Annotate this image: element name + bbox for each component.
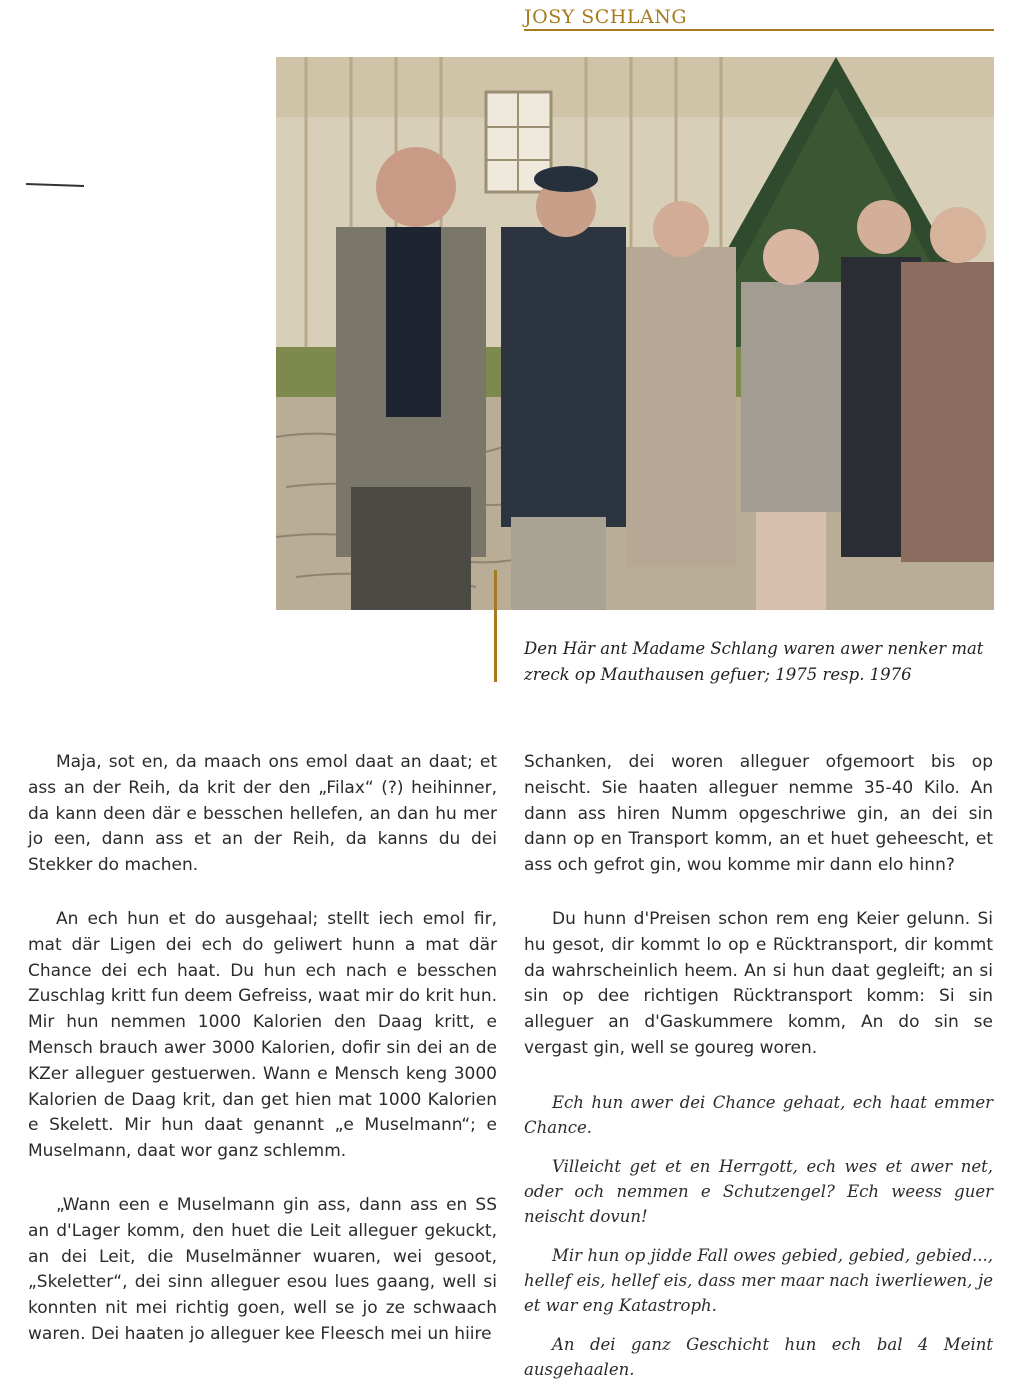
left-column [28, 750, 497, 1376]
quote-paragraph: An dei ganz Geschicht hun ech bal 4 Meint ausgehaalen. [524, 1334, 993, 1379]
group-photo-illustration [276, 57, 994, 610]
paragraph: „Wann een e Muselmann gin ass, dann ass en SS an d'Lager komm, den huet die Leit alleguer gekuckt, an dei Leit, die Muselmänner wuaren, wei gesoot, „Skeletter“, dei sinn alleguer esou lues gaang, well si konnten nit mei richtig goen, well se jo ze schwaach waren. Dei haaten jo alleguer kee Fleesch mei un hiire [28, 1194, 497, 1344]
quote-paragraph: Ech hun awer dei Chance gehaat, ech haat emmer Chance. [524, 1092, 993, 1137]
group-photo [276, 57, 994, 610]
quote-paragraph: Villeicht get et en Herrgott, ech wes et awer net, oder och nemmen e Schutzengel? Ech weess guer neischt dovun! [524, 1156, 993, 1226]
margin-pencil-mark [26, 183, 84, 187]
paragraph: An ech hun et do ausgehaal; stellt iech emol fir, mat där Ligen dei ech do geliwert hunn a mat där Chance dei ech haat. Du hun ech nach e besschen Zuschlag kritt fun deem Gefreiss, waat mir do krit hun. Mir hun nemmen 1000 Kalorien den Daag kritt, e Mensch brauch awer 3000 Kalorien, dofir sin dei an de KZer alleguer gestuerwen. Wann e Mensch keng 3000 Kalorien de Daag krit, dan get hien mat 1000 Kalorien e Skelett. Mir hun daat genannt „e Muselmann“; e Muselmann, daat wor ganz schlemm. [28, 908, 497, 1162]
page-header-title: JOSY SCHLANG [524, 6, 688, 28]
header-rule [524, 29, 994, 31]
photo-caption: Den Här ant Madame Schlang waren awer nenker mat zreck op Mauthausen gefuer; 1975 resp. 1976 [524, 639, 984, 684]
right-column [524, 750, 993, 1396]
caption-rule [494, 570, 497, 682]
paragraph: Du hunn d'Preisen schon rem eng Keier gelunn. Si hu gesot, dir kommt lo op e Rücktransport, dir kommt da wahrscheinlich heem. An si hun daat gegleift; an si sin op dee richtigen Rücktransport komm: Si sin alleguer an d'Gaskummere komm, An do sin se vergast gin, well se goureg woren. [524, 908, 993, 1058]
paragraph: Maja, sot en, da maach ons emol daat an daat; et ass an der Reih, da krit der den „Filax“ (?) heihinner, da kann deen där e besschen hellefen, an dan hu mer jo een, dann ass et an der Reih, da kanns du dei Stekker do machen. [28, 752, 497, 876]
paragraph: Schanken, dei woren alleguer ofgemoort bis op neischt. Sie haaten alleguer nemme 35-40 Kilo. An dann ass hiren Numm opgeschriwe gin, an dei sin dann op en Transport komm, an et huet geheescht, et ass och gefrot gin, wou komme mir dann elo hinn? [524, 752, 993, 876]
quote-paragraph: Mir hun op jidde Fall owes gebied, gebied, gebied..., hellef eis, hellef eis, dass mer maar nach iwerliewen, je et war eng Katastroph. [524, 1245, 993, 1315]
